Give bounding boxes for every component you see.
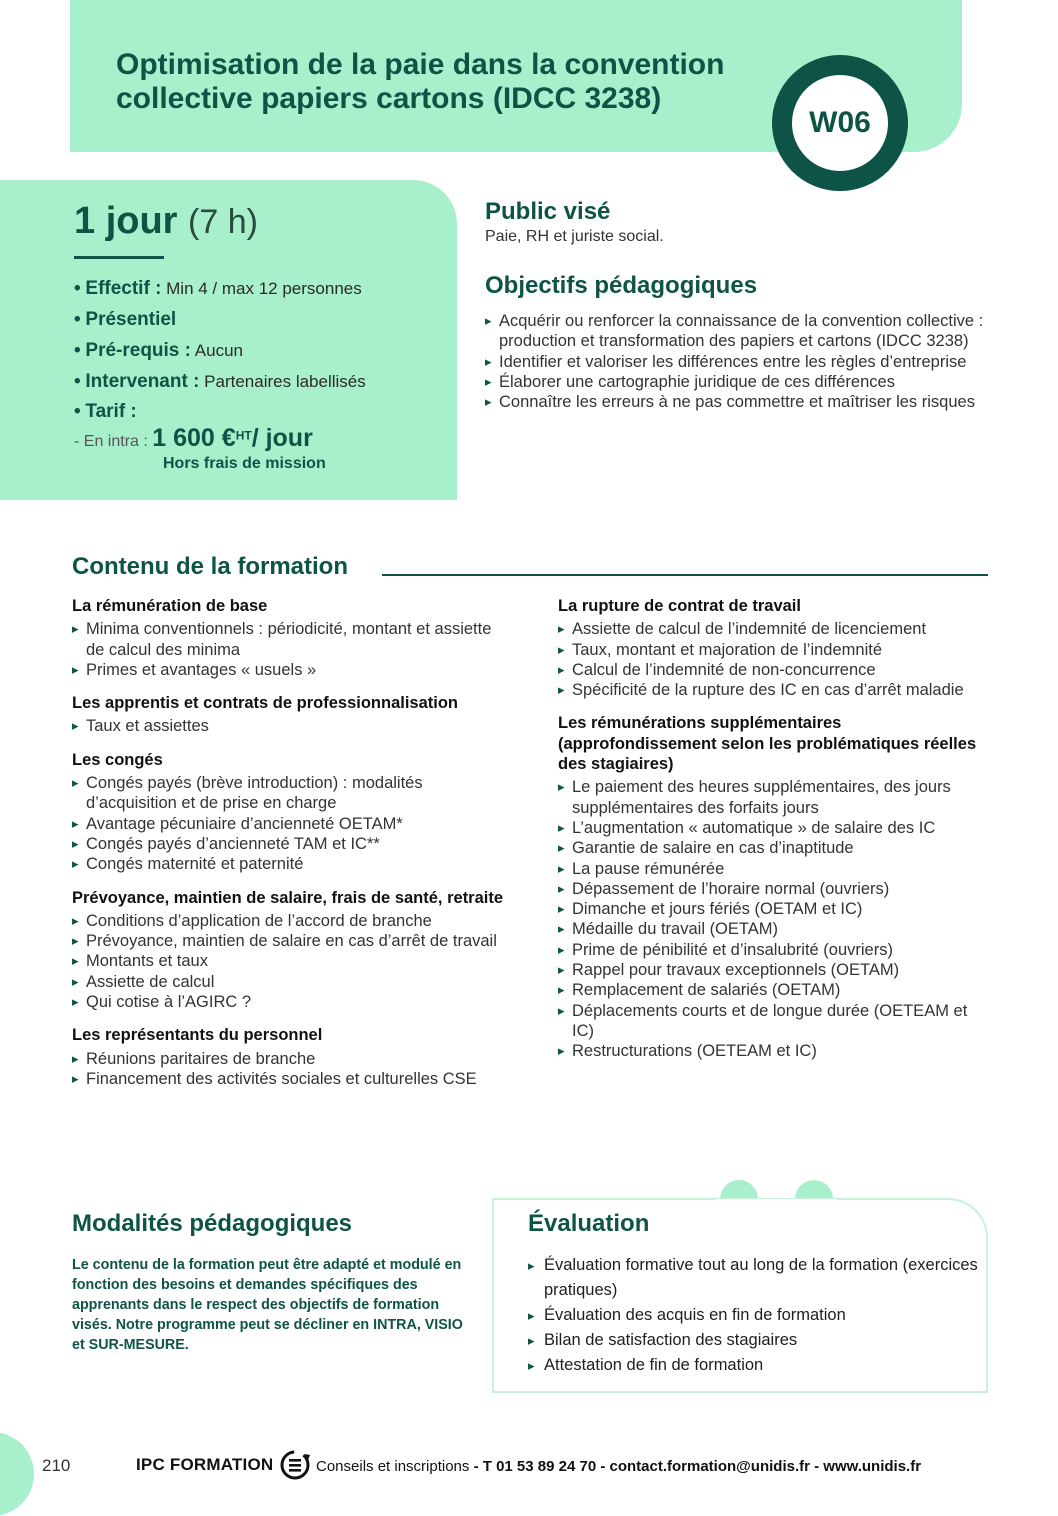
decor-mask: [716, 1199, 836, 1219]
page-title: [116, 48, 776, 116]
list-item: ▸ Taux, montant et majoration de l’indemnité: [558, 640, 990, 660]
contenu-right-column: [558, 596, 990, 1075]
duration-hours: (7 h): [188, 203, 258, 241]
group-title: La rupture de contrat de travail: [558, 597, 801, 615]
list-item: ▸ Dimanche et jours fériés (OETAM et IC): [558, 899, 990, 919]
public-text: Paie, RH et juriste social.: [485, 228, 664, 245]
group-title: Les rémunérations supplémentaires (approfondissement selon les problématiques réelles des stagiaires): [558, 714, 977, 774]
info-value: Min 4 / max 12 personnes: [166, 279, 362, 298]
duration-days: 1 jour: [74, 200, 178, 242]
contact-line: [316, 1458, 921, 1475]
list-item: ▸ Qui cotise à l’AGIRC ?: [72, 992, 508, 1012]
list-item: ▸ Primes et avantages « usuels »: [72, 660, 508, 680]
list-item: ▸ Taux et assiettes: [72, 716, 508, 736]
list-item: ▸ Dépassement de l’horaire normal (ouvriers): [558, 879, 990, 899]
group-title: Les congés: [72, 750, 163, 769]
tarif-price: 1 600 €: [152, 424, 236, 452]
list-item: ▸ Réunions paritaires de branche: [72, 1049, 508, 1069]
info-value: Aucun: [194, 341, 243, 360]
list-item: ▸ Financement des activités sociales et culturelles CSE: [72, 1069, 508, 1089]
content-group: [72, 693, 508, 737]
info-value: Partenaires labellisés: [204, 372, 366, 391]
list-item: ▸ Évaluation formative tout au long de la formation (exercices pratiques): [528, 1253, 978, 1303]
list-item: ▸ Bilan de satisfaction des stagiaires: [528, 1328, 978, 1353]
objectifs-list: [485, 311, 995, 412]
group-title: La rémunération de base: [72, 597, 268, 615]
list-item: ▸ Remplacement de salariés (OETAM): [558, 980, 990, 1000]
content-group: [558, 713, 990, 1061]
list-item: ▸ Rappel pour travaux exceptionnels (OETAM): [558, 960, 990, 980]
bullet: •: [74, 401, 81, 422]
list-item: ▸ Acquérir ou renforcer la connaissance de la convention collective : production et transformation des papiers et cartons (IDCC 3238): [485, 311, 995, 352]
contact-icon: [278, 1448, 312, 1482]
info-row-tarif: [74, 401, 137, 423]
group-title: Les représentants du personnel: [72, 1026, 323, 1045]
contact-label: Conseils et inscriptions: [316, 1458, 470, 1475]
bullet: •: [74, 371, 81, 392]
list-item: ▸ Spécificité de la rupture des IC en cas d’arrêt maladie: [558, 680, 990, 700]
list-item: ▸ Avantage pécuniaire d’ancienneté OETAM*: [72, 814, 508, 834]
info-label: Présentiel: [85, 309, 177, 330]
modalites-heading: Modalités pédagogiques: [72, 1210, 353, 1237]
brand-logo: [136, 1455, 273, 1475]
group-title: Prévoyance, maintien de salaire, frais de santé, retraite: [72, 888, 504, 907]
list-item: ▸ Montants et taux: [72, 951, 508, 971]
contenu-divider: [382, 574, 988, 576]
tarif-sup: HT: [235, 428, 252, 443]
list-item: ▸ Élaborer une cartographie juridique de ces différences: [485, 372, 995, 392]
info-label: Tarif :: [85, 401, 137, 422]
info-row-intervenant: [74, 371, 366, 393]
tarif-line: [74, 424, 313, 453]
content-group: [72, 1025, 508, 1089]
list-item: ▸ Calcul de l’indemnité de non-concurrence: [558, 660, 990, 680]
public-heading: Public visé: [485, 198, 611, 225]
list-item: ▸ La pause rémunérée: [558, 859, 990, 879]
page-number: 210: [42, 1456, 71, 1475]
list-item: ▸ Identifier et valoriser les différences entre les règles d’entreprise: [485, 352, 995, 372]
evaluation-heading: Évaluation: [528, 1210, 650, 1237]
bullet: •: [74, 309, 81, 330]
contact-details: - T 01 53 89 24 70 - contact.formation@unidis.fr - www.unidis.fr: [469, 1458, 922, 1475]
tarif-prefix: - En intra :: [74, 433, 148, 450]
list-item: ▸ L’augmentation « automatique » de salaire des IC: [558, 818, 990, 838]
tarif-note: Hors frais de mission: [163, 455, 326, 472]
list-item: ▸ Connaître les erreurs à ne pas commettre et maîtriser les risques: [485, 392, 995, 412]
content-group: [558, 596, 990, 700]
info-label: Effectif :: [85, 278, 162, 299]
list-item: ▸ Prime de pénibilité et d’insalubrité (ouvriers): [558, 940, 990, 960]
evaluation-list: [528, 1253, 978, 1378]
list-item: ▸ Déplacements courts et de longue durée (OETEAM et IC): [558, 1001, 990, 1042]
list-item: ▸ Conditions d’application de l’accord de branche: [72, 911, 508, 931]
list-item: ▸ Évaluation des acquis en fin de formation: [528, 1303, 978, 1328]
list-item: ▸ Attestation de fin de formation: [528, 1353, 978, 1378]
group-title: Les apprentis et contrats de professionnalisation: [72, 694, 459, 713]
info-row-presentiel: [74, 309, 176, 331]
modalites-text: Le contenu de la formation peut être adapté et modulé en fonction des besoins et demandes spécifiques des apprenants dans le respect des objectifs de formation visés. Notre programme peut se décliner en INTRA, VISIO et SUR-MESURE.: [72, 1257, 463, 1353]
duration: [74, 200, 258, 243]
info-row-effectif: [74, 278, 362, 300]
contenu-left-column: [72, 596, 508, 1102]
info-row-prerequis: [74, 340, 243, 362]
tarif-unit: / jour: [251, 424, 313, 452]
duration-underline: [74, 256, 164, 259]
list-item: ▸ Assiette de calcul: [72, 972, 508, 992]
content-group: [72, 888, 508, 1013]
list-item: ▸ Minima conventionnels : périodicité, montant et assiette de calcul des minima: [72, 619, 508, 660]
list-item: ▸ Le paiement des heures supplémentaires, des jours supplémentaires des forfaits jours: [558, 777, 990, 818]
list-item: ▸ Médaille du travail (OETAM): [558, 919, 990, 939]
content-group: [72, 750, 508, 875]
info-label: Intervenant :: [85, 371, 200, 392]
info-label: Pré-requis :: [85, 340, 191, 361]
course-code-badge: W06: [772, 55, 908, 191]
bullet: •: [74, 340, 81, 361]
list-item: ▸ Prévoyance, maintien de salaire en cas d’arrêt de travail: [72, 931, 508, 951]
list-item: ▸ Restructurations (OETEAM et IC): [558, 1041, 990, 1061]
contenu-heading: Contenu de la formation: [72, 553, 348, 580]
brand-logo-bold: IPC: [136, 1455, 165, 1474]
bullet: •: [74, 278, 81, 299]
page-title-line2: collective papiers cartons (IDCC 3238): [116, 82, 662, 115]
page-title-line1: Optimisation de la paie dans la convention: [116, 48, 725, 81]
objectifs-heading: Objectifs pédagogiques: [485, 272, 758, 299]
footer-decor: [0, 1432, 34, 1516]
content-group: [72, 596, 508, 680]
brand-logo-rest: FORMATION: [164, 1455, 274, 1474]
list-item: ▸ Congés payés d’ancienneté TAM et IC**: [72, 834, 508, 854]
list-item: ▸ Congés maternité et paternité: [72, 854, 508, 874]
list-item: ▸ Garantie de salaire en cas d’inaptitude: [558, 838, 990, 858]
list-item: ▸ Congés payés (brève introduction) : modalités d’acquisition et de prise en charge: [72, 773, 508, 814]
list-item: ▸ Assiette de calcul de l’indemnité de licenciement: [558, 619, 990, 639]
